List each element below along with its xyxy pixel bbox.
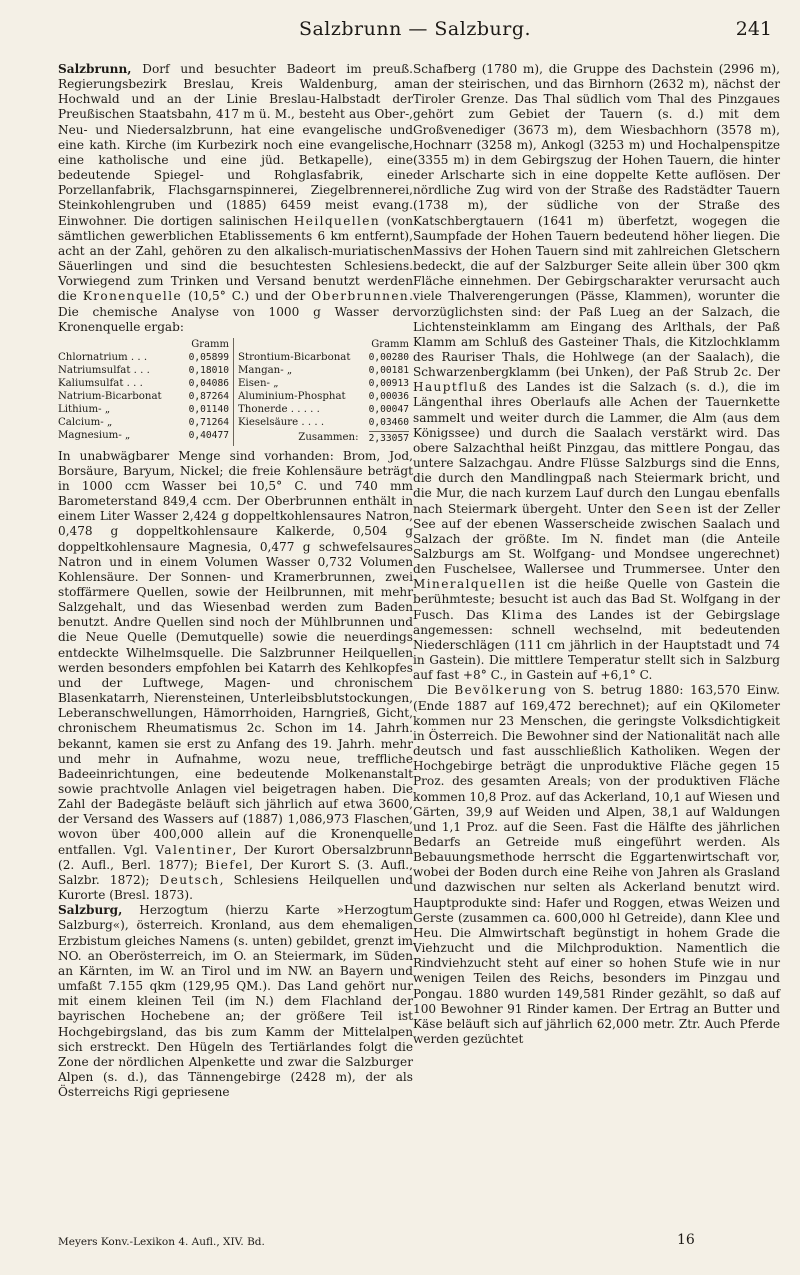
table-row: Magnesium- „ 0,40477 (58, 430, 229, 442)
table-row: Natriumsulfat . . . 0,18010 (58, 365, 229, 376)
table-row: Calcium- „ 0,71264 (58, 417, 229, 429)
salzburg-geography: Schafberg (1780 m), die Gruppe des Dachstein (2996 m), an der steirischen, und das Birnhorn (2632 m), nächst der Tiroler Grenze. Das Thal südlich vom Thal des Pinzgaues gehört zum Gebiet der Tauern (s. d.) mit dem Großvenediger (3673 m), dem Wiesbachhorn (3578 m), Hochnarr (3258 m), Ankogl (3253 m) und Hochalpenspitze (3355 m) in dem Gebirgszug der Hohen Tauern, die hinter der Arlscharte sich in eine doppelte Kette auflösen. Der nördliche Zug wird von der Straße des Radstädter Tauern (1738 m), der südliche von der Straße des Katschbergtauern (1641 m) überfetzt, wogegen die Saumpfade der Hohen Tauern bedeutend höher liegen. Die Massivs der Hohen Tauern sind mit zahlreichen Gletschern bedeckt, die auf der Salzburger Seite allein über 300 qkm Fläche einnehmen. Der Gebirgscharakter verursacht auch viele Thalverengerungen (Pässe, Klammen), worunter die vorzüglichsten sind: der Paß Lueg an der Salzach, die Lichtensteinklamm am Eingang des Arlthals, der Paß Klamm am Schluß des Gasteiner Thals, die Kitzlochklamm des Rauriser Thals, die Hohlwege (an der Saalach), die Schwarzenbergklamm (bei Unken), der Paß Strub 2c. Der Hauptfluß des Landes ist die Salzach (s. d.), die im Längenthal ihres Oberlaufs alle Achen der Tauernkette sammelt und weiter durch die Lammer, die Alm (aus dem Königssee) und durch die Saalach verstärkt wird. Das obere Salzachthal heißt Pinzgau, das mittlere Pongau, das untere Salzachgau. Andre Flüsse Salzburgs sind die Enns, die durch den Mandlingpaß nach Steiermark bricht, und die Mur, die nach kurzem Lauf durch den Lungau ebenfalls nach Steiermark übergeht. Unter den Seen ist der Zeller See auf der ebenen Wasserscheide zwischen Saalach und Salzach der größte. Im N. findet man (die Anteile Salzburgs am St. Wolfgang- und Mondsee ungerechnet) den Fuschelsee, Wallersee und Trummersee. Unter den Mineralquellen ist die heiße Quelle von Gastein die berühmteste; besucht ist auch das Bad St. Wolfgang in der Fusch. Das Klima des Landes ist der Gebirgslage angemessen: schnell wechselnd, mit bedeutenden Niederschlägen (111 cm jährlich in der Hauptstadt und 74 in Gastein). Die mittlere Temperatur stellt sich in Salzburg auf fast +8° C., in Gastein auf +6,1° C. (413, 62, 780, 683)
table-total-row: Zusammen: 2,33057 (298, 432, 409, 445)
chemical-analysis-table (58, 338, 413, 446)
unit-header: Gramm (371, 338, 409, 350)
headword-salzbrunn: Salzbrunn, (58, 62, 132, 76)
table-row: Mangan- „ 0,00181 (238, 365, 409, 376)
table-row: Chlornatrium . . . 0,05899 (58, 351, 229, 363)
signature-mark: 16 (677, 1232, 695, 1248)
table-row: Kaliumsulfat . . . 0,04086 (58, 378, 229, 390)
table-row: Kieselsäure . . . . 0,03460 (238, 417, 409, 429)
headword-salzburg: Salzburg, (58, 903, 123, 918)
right-column (413, 62, 780, 1047)
page-number: 241 (735, 18, 772, 40)
unit-header: Gramm (191, 338, 229, 350)
table-row: Thonerde . . . . . 0,00047 (238, 404, 409, 416)
analysis-table-left (58, 338, 233, 446)
entry-salzburg: Salzburg, Herzogtum (hierzu Karte »Herzogtum Salzburg«), österreich. Kronland, aus dem ehemaligen Erzbistum gleiches Namens (s. unten) gebildet, grenzt im NO. an Oberösterreich, im O. an Steiermark, im Süden an Kärnten, im W. an Tirol und im NW. an Bayern und umfaßt 7.155 qkm (129,95 QM.). Das Land gehört nur mit einem kleinen Teil (im N.) dem Flachland der bayrischen Hochebene an; der größere Teil ist Hochgebirgsland, das bis zum Kamm der Mittelalpen sich erstreckt. Den Hügeln des Tertiärlandes folgt die Zone der nördlichen Alpenkette und zwar die Salzburger Alpen (s. d.), das Tännengebirge (2428 m), der als Österreichs Rigi gepriesene (58, 903, 413, 1100)
entry-salzbrunn: Salzbrunn, Dorf und besuchter Badeort im preuß. Regierungsbezirk Breslau, Kreis Waldenburg, am Hochwald und an der Linie Breslau-Halbstadt der Preußischen Staatsbahn, 417 m ü. M., besteht aus Ober-, Neu- und Niedersalzbrunn, hat eine evangelische und eine kath. Kirche (im Kurbezirk noch eine evangelische, eine katholische und eine jüd. Betkapelle), eine bedeutende Spiegel- und Rohglasfabrik, eine Porzellanfabrik, Flachsgarnspinnerei, Ziegelbrennerei, Steinkohlengruben und (1885) 6459 meist evang. Einwohner. Die dortigen salinischen Heilquellen (von sämtlichen gewerblichen Etablissements 6 km entfernt), acht an der Zahl, gehören zu den alkalisch-muriatischen Säuerlingen und sind die besuchtesten Schlesiens. Vorwiegend zum Trinken und Versand benutzt werden die Kronenquelle (10,5° C.) und der Oberbrunnen. Die chemische Analyse von 1000 g Wasser der Kronenquelle ergab: (58, 62, 413, 334)
table-row: Aluminium-Phosphat 0,00036 (238, 391, 409, 403)
running-title: Salzbrunn — Salzburg. (298, 18, 532, 40)
analysis-table-right (233, 338, 413, 446)
table-row: Strontium-Bicarbonat 0,00280 (238, 351, 409, 363)
table-row: Lithium- „ 0,01140 (58, 404, 229, 416)
table-row: Natrium-Bicarbonat 0,87264 (58, 391, 229, 403)
table-row: Eisen- „ 0,00913 (238, 378, 409, 390)
imprint-line: Meyers Konv.-Lexikon 4. Aufl., XIV. Bd. (58, 1236, 265, 1248)
running-header (58, 18, 772, 46)
salzburg-population: Die Bevölkerung von S. betrug 1880: 163,570 Einw. (Ende 1887 auf 169,472 berechnet); auf ein QKilometer kommen nur 23 Menschen, die geringste Volksdichtigkeit in Österreich. Die Bewohner sind der Nationalität nach alle deutsch und fast ausschließlich Katholiken. Wegen der Hochgebirge beträgt die unproduktive Fläche gegen 15 Proz. des gesamten Areals; von der produktiven Fläche kommen 10,8 Proz. auf das Ackerland, 10,1 auf Wiesen und Gärten, 39,9 auf Weiden und Alpen, 38,1 auf Waldungen und 1,1 Proz. auf die Seen. Fast die Hälfte des jährlichen Bedarfs an Getreide muß eingeführt werden. Als Bebauungsmethode herrscht die Eggartenwirtschaft vor, wobei der Boden durch eine Reihe von Jahren als Grasland und dazwischen nur selten als Ackerland benutzt wird. Hauptprodukte sind: Hafer und Roggen, etwas Weizen und Gerste (zusammen ca. 600,000 hl Getreide), dann Klee und Heu. Die Almwirtschaft begünstigt in hohem Grade die Viehzucht und die Milchproduktion. Namentlich die Rindviehzucht steht auf einer so hohen Stufe wie in nur wenigen Teilen des Reichs, besonders im Pinzgau und Pongau. 1880 wurden 149,581 Rinder gezählt, so daß auf 100 Bewohner 91 Rinder kamen. Der Ertrag an Butter und Käse beläuft sich auf jährlich 62,000 metr. Ztr. Auch Pferde werden gezüchtet (413, 683, 780, 1046)
salzbrunn-continuation: In unabwägbarer Menge sind vorhanden: Brom, Jod, Borsäure, Baryum, Nickel; die freie Kohlensäure beträgt in 1000 ccm Wasser bei 10,5° C. und 740 mm Barometerstand 849,4 ccm. Der Oberbrunnen enthält in einem Liter Wasser 2,424 g doppeltkohlensaures Natron, 0,478 g doppeltkohlensaure Kalkerde, 0,504 g doppeltkohlensaure Magnesia, 0,477 g schwefelsaures Natron und in einem Volumen Wasser 0,732 Volumen Kohlensäure. Der Sonnen- und Kramerbrunnen, zwei stoffärmere Quellen, sowie der Heilbrunnen, mit mehr Salzgehalt, und das Wiesenbad werden zum Baden benutzt. Andre Quellen sind noch der Mühlbrunnen und die Neue Quelle (Demutquelle) sowie die neuerdings entdeckte Wilhelmsquelle. Die Salzbrunner Heilquellen werden besonders empfohlen bei Katarrh des Kehlkopfes und der Luftwege, Magen- und chronischem Blasenkatarrh, Nierensteinen, Unterleibsblutstockungen, Leberanschwellungen, Hämorrhoiden, Harngrieß, Gicht, chronischem Rheumatismus 2c. Schon im 14. Jahrh. bekannt, kamen sie erst zu Anfang des 19. Jahrh. mehr und mehr in Aufnahme, wozu neue, treffliche Badeeinrichtungen, eine bedeutende Molkenanstalt sowie prachtvolle Anlagen viel beigetragen haben. Die Zahl der Badegäste beläuft sich jährlich auf etwa 3600, der Versand des Wassers auf (1887) 1,086,973 Flaschen, wovon über 400,000 allein auf die Kronenquelle entfallen. Vgl. Valentiner, Der Kurort Obersalzbrunn (2. Aufl., Berl. 1877); Biefel, Der Kurort S. (3. Aufl., Salzbr. 1872); Deutsch, Schlesiens Heilquellen und Kurorte (Bresl. 1873). (58, 448, 413, 903)
left-column (58, 62, 413, 1100)
